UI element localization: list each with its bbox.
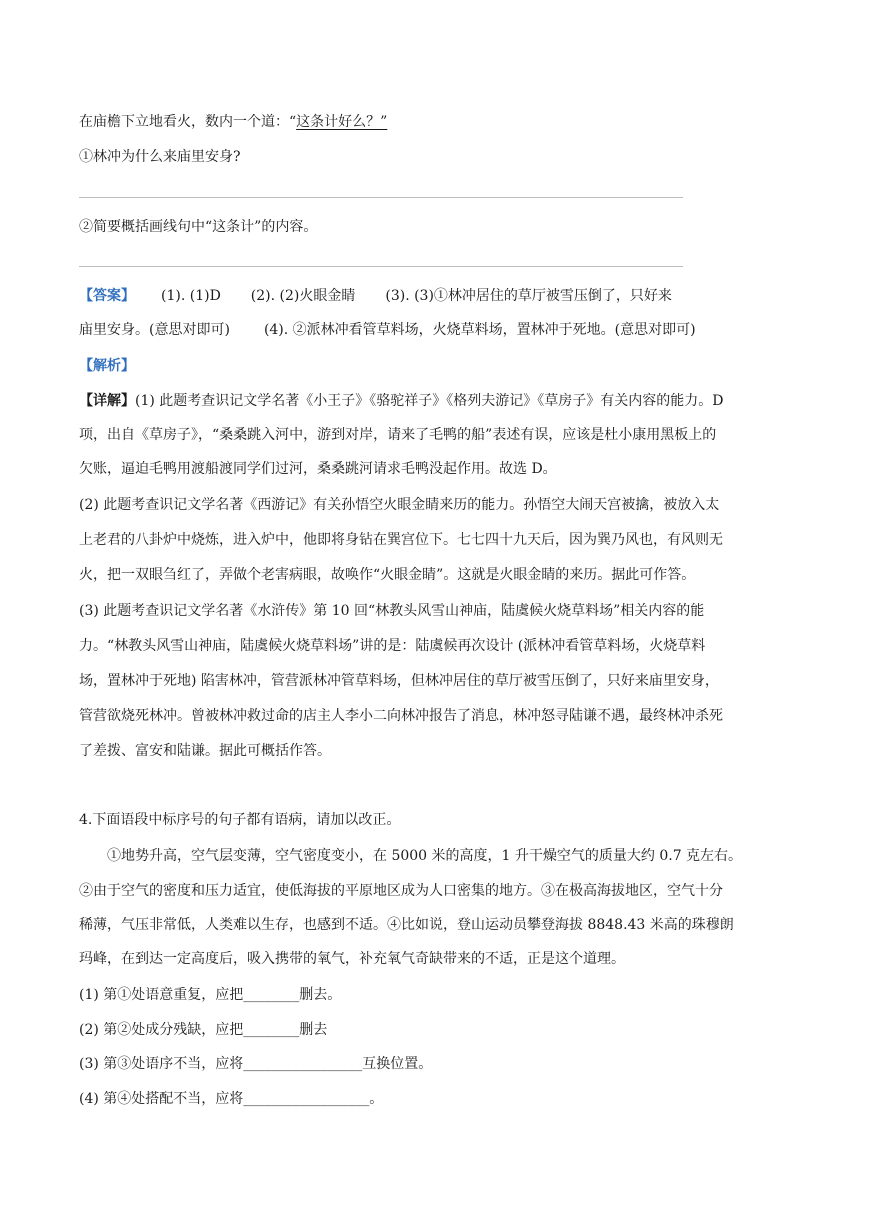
detail-line bbox=[79, 391, 724, 411]
analysis-tag: 【解析】 bbox=[79, 358, 135, 374]
passage-line-3: 稀薄，气压非常低，人类难以生存，也感到不适。④比如说，登山运动员攀登海拔 8848.43 米高的珠穆朗 bbox=[79, 917, 734, 933]
sub-item-1: (1) 第①处语意重复，应把________删去。 bbox=[79, 987, 342, 1003]
answer-line bbox=[79, 286, 672, 306]
answer-line-2 bbox=[79, 266, 683, 267]
passage-line-4: 玛峰，在到达一定高度后，吸入携带的氧气，补充氧气奇缺带来的不适，正是这个道理。 bbox=[79, 951, 625, 967]
answer-2: (2). (2)火眼金睛 bbox=[250, 288, 356, 304]
answer-tag: 【答案】 bbox=[79, 288, 135, 304]
detail-text-11: 了差拨、富安和陆谦。据此可概括作答。 bbox=[79, 743, 331, 759]
detail-text-2: 项，出自《草房子》，“桑桑跳入河中，游到对岸，请来了毛鸭的船”表述有误，应该是杜小康用黑板上的 bbox=[79, 427, 717, 443]
detail-text-5: 上老君的八卦炉中烧炼，进入炉中，他即将身钻在巽宫位下。七七四十九天后，因为巽乃风也，有风则无 bbox=[79, 532, 723, 548]
sub-item-4: (4) 第④处搭配不当，应将__________________。 bbox=[79, 1091, 384, 1107]
answer-3: (3). (3)①林冲居住的草厅被雪压倒了，只好来 bbox=[385, 288, 672, 304]
quote-line bbox=[79, 112, 387, 132]
detail-text-7: (3) 此题考查识记文学名著《水浒传》第 10 回“林教头风雪山神庙，陆虞候火烧草料场”相关内容的能 bbox=[79, 603, 705, 619]
quote-prefix: 在庙檐下立地看火，数内一个道：“ bbox=[79, 114, 297, 130]
sub-item-3: (3) 第③处语序不当，应将_________________互换位置。 bbox=[79, 1056, 433, 1072]
answer-1: (1). (1)D bbox=[161, 288, 221, 304]
answer-3-continued: 庙里安身。(意思对即可) bbox=[79, 322, 230, 338]
detail-text-8: 力。“林教头风雪山神庙，陆虞候火烧草料场”讲的是：陆虞候再次设计 (派林冲看管草料场，火烧草料 bbox=[79, 638, 706, 654]
detail-text-3: 欠账，逼迫毛鸭用渡船渡同学们过河，桑桑跳河请求毛鸭没起作用。故选 D。 bbox=[79, 461, 557, 477]
detail-tag: 【详解】 bbox=[79, 393, 135, 409]
detail-text-10: 管营欲烧死林冲。曾被林冲救过命的店主人李小二向林冲报告了消息，林冲怒寻陆谦不遇，最终林冲杀死 bbox=[79, 708, 723, 724]
answer-line-continued bbox=[79, 320, 696, 340]
answer-4: (4). ②派林冲看管草料场，火烧草料场，置林冲于死地。(意思对即可) bbox=[263, 322, 696, 338]
detail-text-6: 火，把一双眼刍红了，弄做个老害病眼，故唤作“火眼金睛”。这就是火眼金睛的来历。据此可作答。 bbox=[79, 567, 696, 583]
passage-line-1: ①地势升高，空气层变薄，空气密度变小，在 5000 米的高度，1 升干燥空气的质量大约 0.7 克左右。 bbox=[107, 848, 743, 864]
detail-text-4: (2) 此题考查识记文学名著《西游记》有关孙悟空火眼金睛来历的能力。孙悟空大闹天宫被擒，被放入太 bbox=[79, 497, 720, 513]
sub-question-1: ①林冲为什么来庙里安身? bbox=[79, 149, 241, 165]
question-4-title: 4.下面语段中标序号的句子都有语病，请加以改正。 bbox=[79, 812, 401, 828]
sub-item-2: (2) 第②处成分残缺，应把________删去 bbox=[79, 1022, 328, 1038]
underlined-quote: 这条计好么？” bbox=[296, 114, 388, 130]
answer-line-1 bbox=[79, 197, 683, 198]
sub-question-2: ②简要概括画线句中“这条计”的内容。 bbox=[79, 219, 318, 235]
passage-line-2: ②由于空气的密度和压力适宜，使低海拔的平原地区成为人口密集的地方。③在极高海拔地区，空气十分 bbox=[79, 883, 723, 899]
detail-text-9: 场，置林冲于死地) 陷害林冲，管营派林冲管草料场，但林冲居住的草厅被雪压倒了，只好来庙里安身， bbox=[79, 673, 719, 689]
detail-text-1: (1) 此题考查识记文学名著《小王子》《骆驼祥子》《格列夫游记》《草房子》有关内容的能力。D bbox=[135, 393, 724, 409]
